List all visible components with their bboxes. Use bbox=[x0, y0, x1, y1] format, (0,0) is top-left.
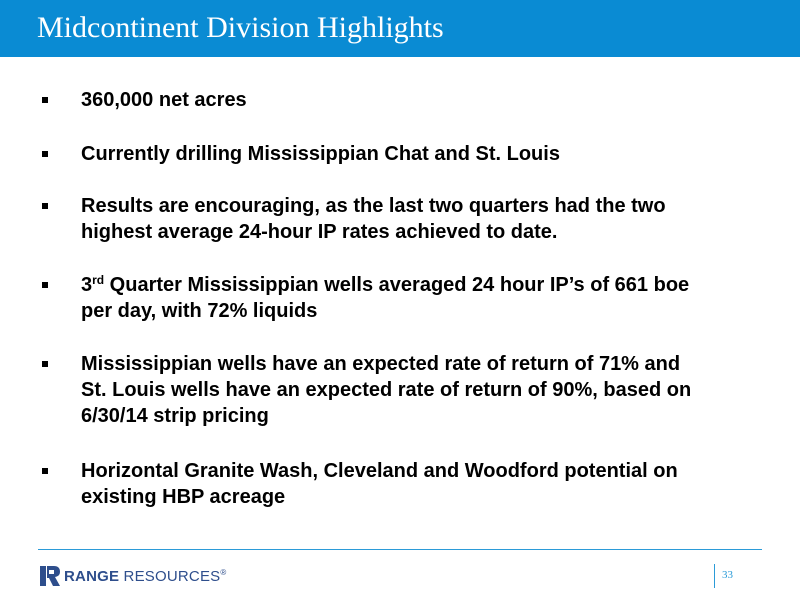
range-logo-icon bbox=[40, 566, 60, 586]
registered-mark: ® bbox=[220, 567, 227, 577]
square-bullet-icon bbox=[42, 97, 48, 103]
square-bullet-icon bbox=[42, 151, 48, 157]
bullet-line: Mississippian wells have an expected rate of return of 71% and bbox=[81, 353, 681, 375]
bullet-line: St. Louis wells have an expected rate of return of 90%, based on bbox=[81, 379, 692, 401]
square-bullet-icon bbox=[42, 361, 48, 367]
bullet-line: Quarter Mississippian wells averaged 24 hour IP’s of 661 boe bbox=[104, 274, 690, 296]
bullet-line: Currently drilling Mississippian Chat and St. Louis bbox=[81, 143, 560, 165]
bullet-line: 360,000 net acres bbox=[81, 89, 247, 111]
bullet-line: 6/30/14 strip pricing bbox=[81, 405, 269, 427]
logo-text-bold: RANGE bbox=[64, 567, 120, 585]
bullet-line: highest average 24-hour IP rates achieved to date. bbox=[81, 221, 558, 243]
square-bullet-icon bbox=[42, 203, 48, 209]
page-number: 33 bbox=[722, 569, 733, 581]
bullet-line: Horizontal Granite Wash, Cleveland and Woodford potential on bbox=[81, 460, 678, 482]
page-number-divider bbox=[714, 564, 715, 588]
bullet-line: Results are encouraging, as the last two quarters had the two bbox=[81, 195, 666, 217]
bullet-line: per day, with 72% liquids bbox=[81, 300, 318, 322]
range-resources-logo bbox=[40, 565, 226, 587]
bullet-prefix: 3 bbox=[81, 274, 93, 296]
square-bullet-icon bbox=[42, 282, 48, 288]
ordinal-suffix: rd bbox=[92, 273, 105, 288]
square-bullet-icon bbox=[42, 468, 48, 474]
footer-divider bbox=[38, 549, 762, 550]
logo-text-light: RESOURCES bbox=[123, 567, 221, 585]
bullet-line: existing HBP acreage bbox=[81, 486, 286, 508]
slide-title: Midcontinent Division Highlights bbox=[37, 11, 444, 44]
